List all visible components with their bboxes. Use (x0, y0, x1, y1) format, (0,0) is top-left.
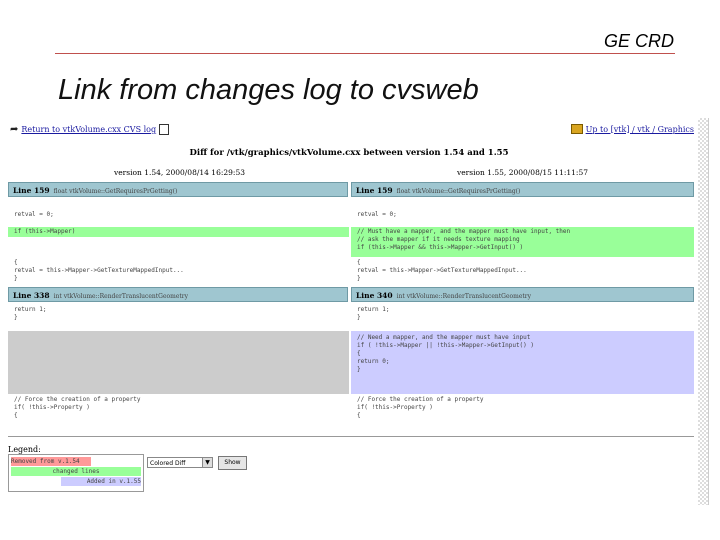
hunk-function: int vtkVolume::RenderTranslucentGeometry (396, 293, 532, 300)
legend-changed: changed lines (11, 467, 141, 476)
hunk-line-label: Line 340 (356, 291, 393, 300)
back-link-label: Return to vtkVolume.cxx CVS log (21, 125, 157, 134)
hunk-header-right (351, 287, 694, 302)
top-nav (6, 122, 694, 138)
cvsweb-screenshot (4, 118, 709, 505)
legend-removed: Removed from v.1.54 (11, 457, 91, 466)
added-code-right: // Need a mapper, and the mapper must have input if ( !this->Mapper || !this->Mapper->GetInput() ) { return 0; } (357, 334, 535, 373)
right-version: version 1.55, 2000/08/15 11:11:57 (456, 168, 588, 177)
hunk-header-left (8, 182, 348, 197)
context-right: // Force the creation of a property if( !this->Property ) { (357, 396, 484, 419)
context-left: return 1; } (14, 306, 47, 321)
back-arrow-icon: ➦ (10, 124, 19, 135)
title-divider (55, 53, 675, 54)
hunk-line-label: Line 159 (13, 186, 50, 195)
folder-icon (571, 124, 583, 134)
context-left: // Force the creation of a property if( !this->Property ) { (14, 396, 141, 419)
context-right: retval = 0; (357, 211, 397, 218)
document-icon (159, 124, 169, 135)
legend-added: Added in v.1.55 (61, 477, 141, 486)
show-button[interactable]: Show (218, 456, 247, 470)
diff-title: Diff for /vtk/graphics/vtkVolume.cxx between version 1.54 and 1.55 (189, 148, 509, 158)
hunk-function: float vtkVolume::GetRequiresPrGetting() (396, 188, 521, 195)
hunk-function: int vtkVolume::RenderTranslucentGeometry (53, 293, 189, 300)
changed-code-left: if (this->Mapper) (14, 228, 76, 235)
scrollbar[interactable] (698, 118, 708, 505)
legend-box (8, 454, 144, 492)
section-divider (8, 436, 694, 437)
left-version: version 1.54, 2000/08/14 16:29:53 (113, 168, 245, 177)
back-link[interactable] (10, 124, 169, 135)
select-value: Colored Diff (150, 460, 186, 467)
hunk-line-label: Line 159 (356, 186, 393, 195)
hunk-header-right (351, 182, 694, 197)
context-left: retval = 0; (14, 211, 54, 218)
hunk-function: float vtkVolume::GetRequiresPrGetting() (53, 188, 178, 195)
diff-format-select[interactable] (147, 457, 213, 468)
brand-label: GE CRD (603, 31, 674, 51)
slide-title: Link from changes log to cvsweb (58, 74, 479, 106)
chevron-down-icon: ▼ (202, 458, 212, 467)
hunk-header-left (8, 287, 348, 302)
empty-block-left (8, 331, 349, 394)
version-row (8, 166, 694, 179)
legend-title: Legend: (8, 445, 41, 454)
changed-code-right: // Must have a mapper, and the mapper must have input, then // ask the mapper if it needs texture mapping if (this->Mapper && this->Mapper->GetInput() ) (357, 228, 571, 251)
context-left: { retval = this->Mapper->GetTextureMappedInput... } (14, 259, 184, 282)
context-right: { retval = this->Mapper->GetTextureMappedInput... } (357, 259, 527, 282)
up-link[interactable] (571, 124, 694, 134)
up-link-label: Up to [vtk] / vtk / Graphics (585, 124, 694, 134)
hunk-line-label: Line 338 (13, 291, 50, 300)
context-right: return 1; } (357, 306, 390, 321)
